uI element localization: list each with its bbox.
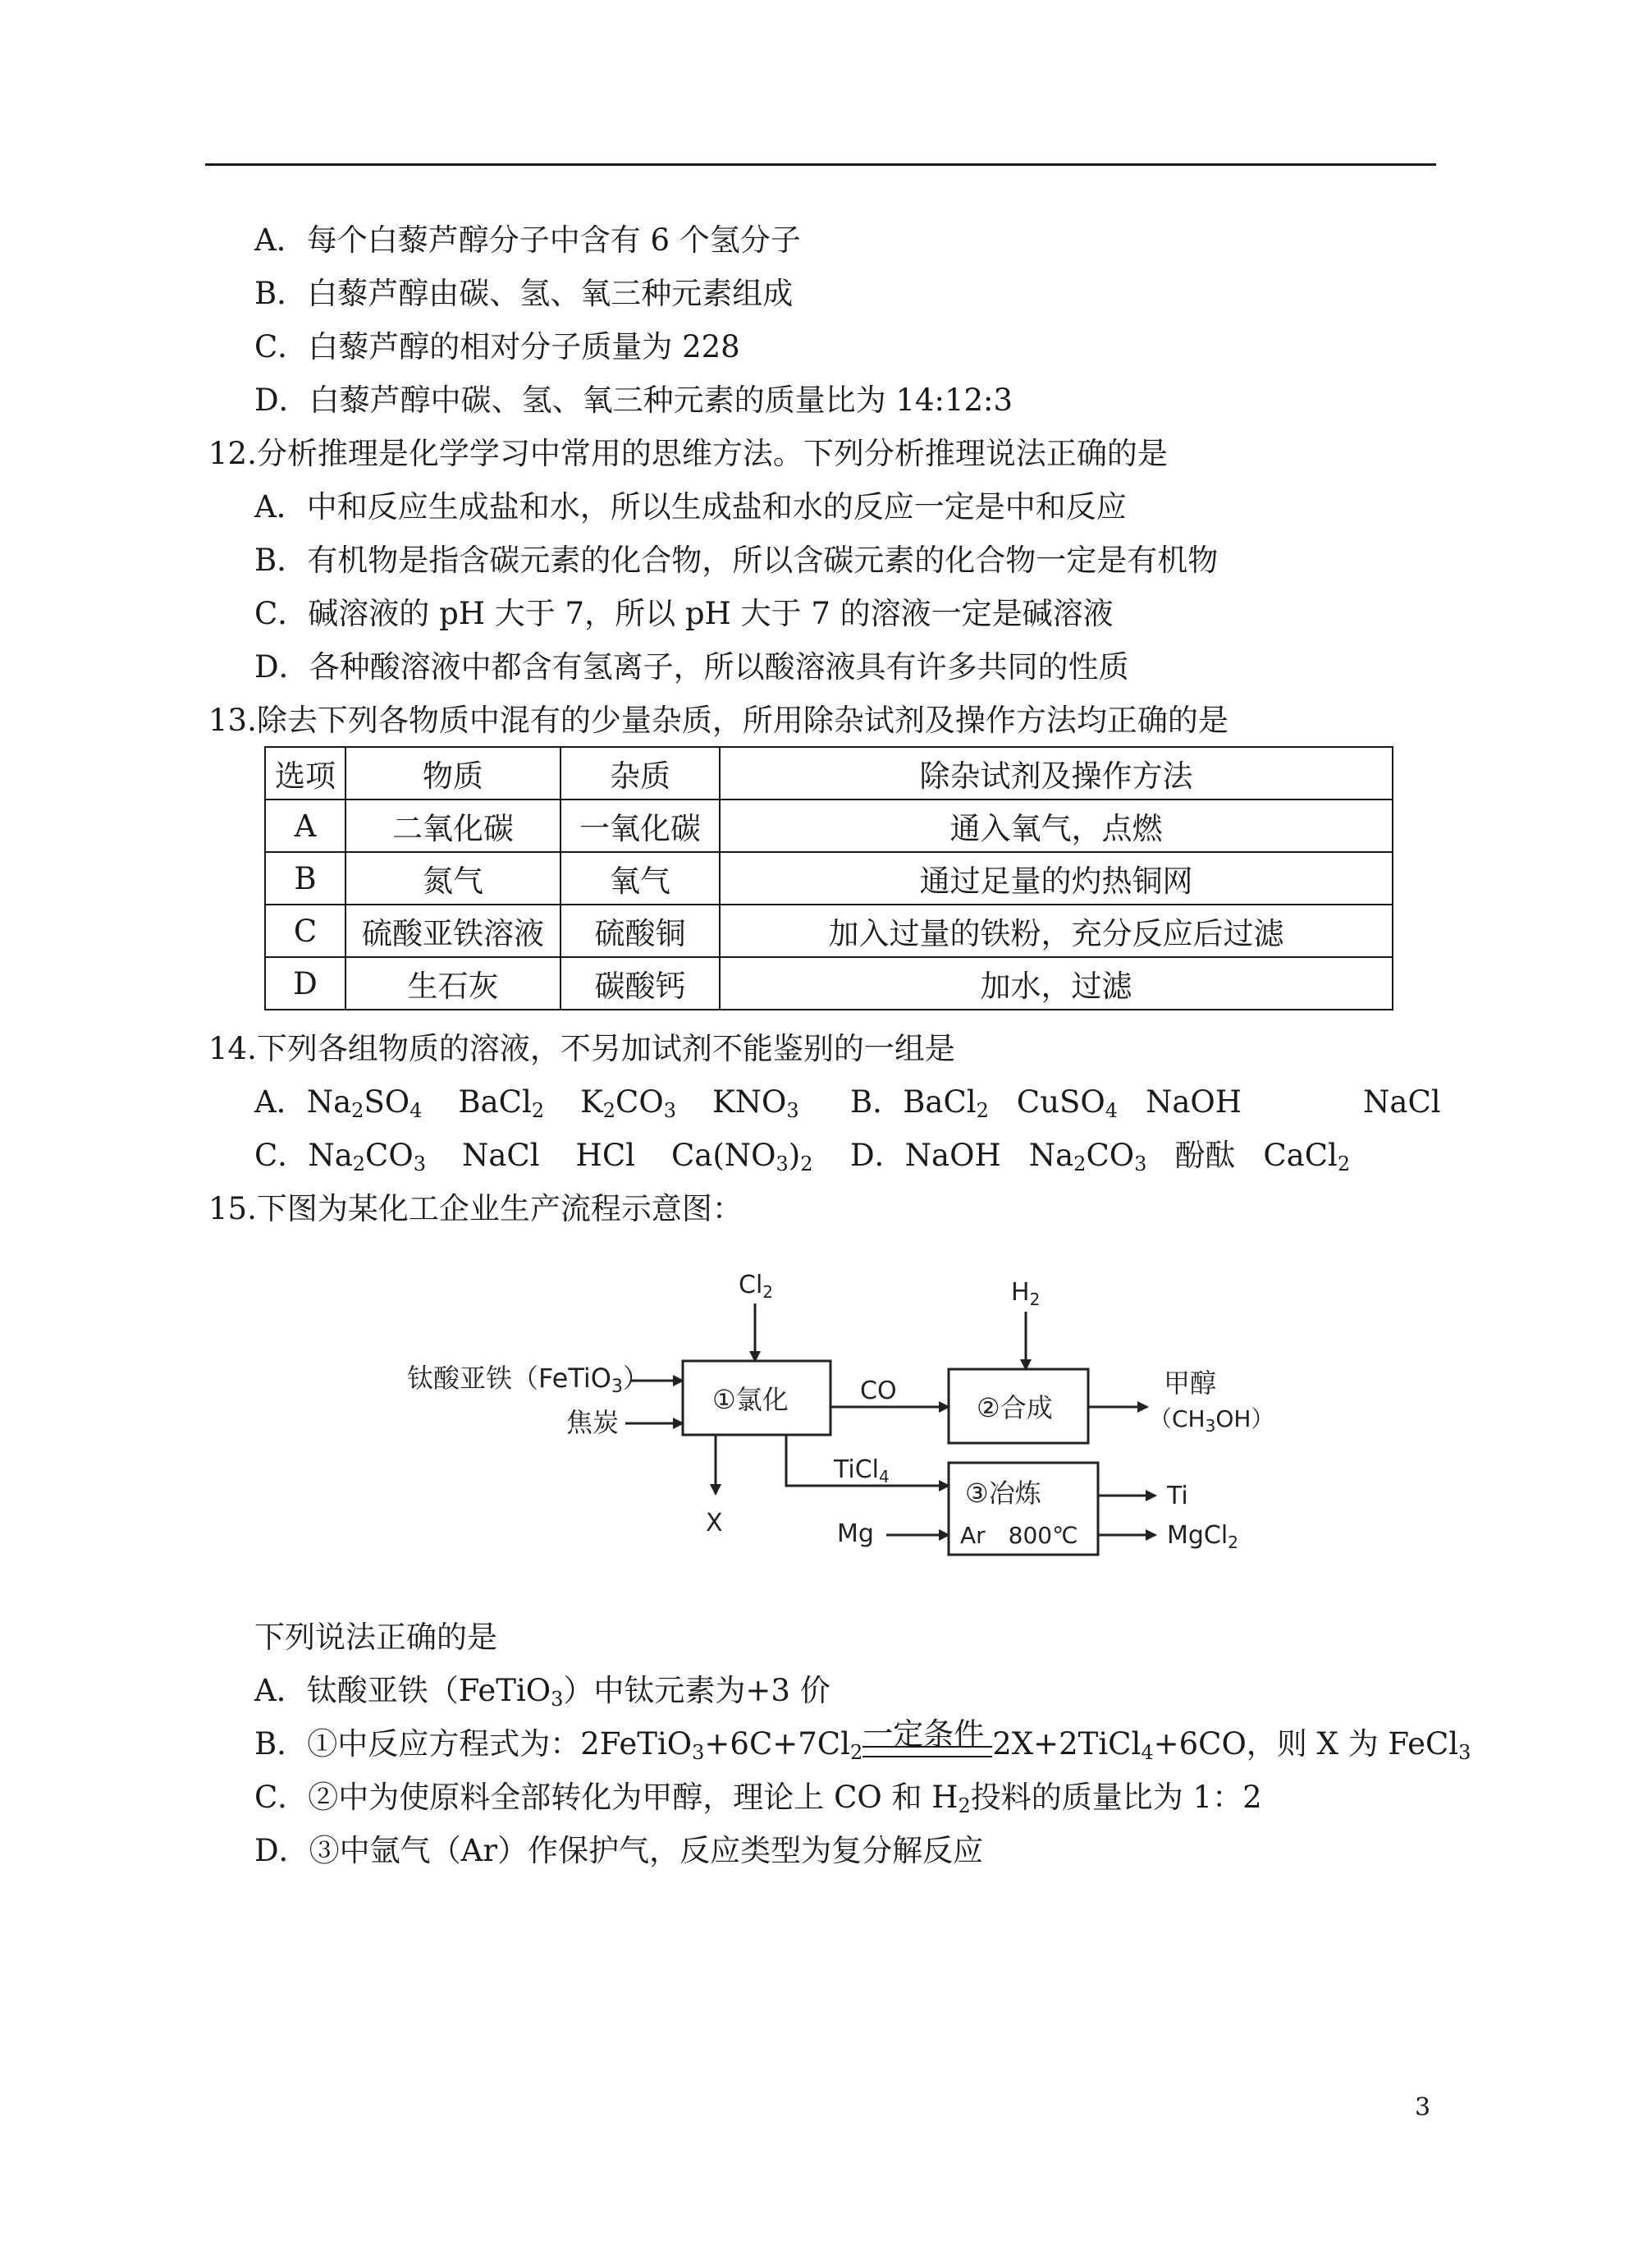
q14-b-item: NaCl bbox=[1363, 1084, 1441, 1120]
table-cell: C bbox=[265, 905, 345, 957]
coke-label: 焦炭 bbox=[566, 1407, 620, 1438]
methanol-label: 甲醇 bbox=[1164, 1368, 1217, 1399]
table-header-cell: 除杂试剂及操作方法 bbox=[720, 747, 1393, 800]
table-row bbox=[265, 957, 1393, 1010]
q14-option-d: D．NaOH $Na_2CO_3$ 酚酞 CaCl$_2$ bbox=[850, 1138, 1351, 1175]
ticl4-label: TiCl$_4$ bbox=[834, 1455, 890, 1487]
table-cell: 氧气 bbox=[560, 852, 720, 905]
q14-option-a: A．$Na_2SO_4$ BaCl$_2$ $K_2CO_3$ $KNO_3$ bbox=[254, 1084, 799, 1122]
q15-option-c-text: C．②中为使原料全部转化为甲醇，理论上 CO 和 H bbox=[254, 1780, 959, 1815]
table-cell: 通过足量的灼热铜网 bbox=[720, 852, 1393, 905]
table-header-cell: 物质 bbox=[345, 747, 560, 800]
q11-option-b: B．白藜芦醇由碳、氢、氧三种元素组成 bbox=[254, 276, 794, 311]
q15-option-a: A．钛酸亚铁（FeTiO$_3$）中钛元素为+3 价 bbox=[254, 1673, 830, 1711]
table-header-row bbox=[265, 747, 1393, 800]
q14-b-item: CuSO bbox=[1016, 1084, 1105, 1120]
q11-option-d: D．白藜芦醇中碳、氢、氧三种元素的质量比为 14:12:3 bbox=[254, 383, 1013, 418]
q15-stem: 15.下图为某化工企业生产流程示意图： bbox=[208, 1191, 743, 1226]
q14-option-b: B．BaCl$_2$ CuSO$_4$ NaOH NaCl bbox=[850, 1084, 1441, 1122]
q14-option-a-label: A． bbox=[254, 1084, 307, 1120]
table-cell: 通入氧气，点燃 bbox=[720, 800, 1393, 852]
process-flowchart bbox=[394, 1256, 1297, 1601]
q15-intro: 下列说法正确的是 bbox=[254, 1620, 497, 1655]
q13-stem: 13.除去下列各物质中混有的少量杂质，所用除杂试剂及操作方法均正确的是 bbox=[208, 703, 1228, 738]
table-cell: 加入过量的铁粉，充分反应后过滤 bbox=[720, 905, 1393, 957]
fetio3-label: 钛酸亚铁（FeTiO3） bbox=[407, 1363, 650, 1397]
table-cell: 一氧化碳 bbox=[560, 800, 720, 852]
table-cell: 氮气 bbox=[345, 852, 560, 905]
table-row bbox=[265, 800, 1393, 852]
x-label: X bbox=[706, 1509, 723, 1537]
q12-option-a: A．中和反应生成盐和水，所以生成盐和水的反应一定是中和反应 bbox=[254, 489, 1127, 525]
q15-option-b: B．①中反应方程式为：$2FeTiO_3+6C+7Cl_2$ 一定条件 2X+2TiCl$_4$+6CO，则 X 为 FeCl$_3$ bbox=[254, 1724, 1471, 1765]
table-cell: 加水，过滤 bbox=[720, 957, 1393, 1010]
q14-stem: 14.下列各组物质的溶液，不另加试剂不能鉴别的一组是 bbox=[208, 1031, 955, 1066]
box-synthesis-label: ②合成 bbox=[977, 1392, 1053, 1423]
box-smelting-label: ③冶炼 bbox=[965, 1478, 1041, 1509]
reaction-condition-label: 一定条件 bbox=[862, 1716, 985, 1752]
h2-label: $H_2$ bbox=[1011, 1278, 1041, 1309]
table-cell: 硫酸亚铁溶液 bbox=[345, 905, 560, 957]
table-row bbox=[265, 905, 1393, 957]
table-cell: B bbox=[265, 852, 345, 905]
q11-option-c: C．白藜芦醇的相对分子质量为 228 bbox=[254, 329, 740, 364]
table-header-cell: 杂质 bbox=[560, 747, 720, 800]
box-chlorination-label: ①氯化 bbox=[712, 1384, 789, 1415]
q14-d-naoh: NaOH bbox=[904, 1138, 1001, 1173]
mgcl2-label: MgCl$_2$ bbox=[1167, 1521, 1238, 1552]
methanol-formula: $(CH_3OH)$ bbox=[1149, 1405, 1274, 1436]
q12-stem: 12.分析推理是化学学习中常用的思维方法。下列分析推理说法正确的是 bbox=[208, 436, 1168, 471]
reaction-condition bbox=[862, 1716, 992, 1765]
box-smelting-condition: Ar 800℃ bbox=[960, 1522, 1078, 1549]
ti-label: Ti bbox=[1167, 1482, 1188, 1510]
q14-option-c-label: C． bbox=[254, 1138, 309, 1173]
q14-c-hcl: HCl bbox=[575, 1138, 635, 1173]
q13-table bbox=[264, 746, 1393, 1010]
q11-option-a: A．每个白藜芦醇分子中含有 6 个氢分子 bbox=[254, 222, 801, 258]
q15-option-b-text: B．①中反应方程式为：2FeTiO bbox=[254, 1726, 693, 1762]
q14-c-nacl: NaCl bbox=[461, 1138, 540, 1173]
header-rule bbox=[205, 163, 1436, 166]
q15-option-a-text: A．钛酸亚铁（FeTiO bbox=[254, 1673, 551, 1708]
q14-option-c: C．$Na_2CO_3$ NaCl HCl $Ca(NO_3)_2$ bbox=[254, 1138, 813, 1175]
table-cell: A bbox=[265, 800, 345, 852]
table-cell: D bbox=[265, 957, 345, 1010]
table-cell: 生石灰 bbox=[345, 957, 560, 1010]
table-header-cell: 选项 bbox=[265, 747, 345, 800]
q14-option-b-label: B． bbox=[850, 1084, 904, 1120]
q15-option-c-text-end: 投料的质量比为 1：2 bbox=[970, 1780, 1262, 1815]
q15-option-b-text-end: ，则 X 为 FeCl bbox=[1246, 1726, 1459, 1762]
q14-option-d-label: D． bbox=[850, 1138, 905, 1173]
table-cell: 碳酸钙 bbox=[560, 957, 720, 1010]
q15-option-a-text-end: ）中钛元素为+3 价 bbox=[563, 1673, 830, 1708]
table-cell: 二氧化碳 bbox=[345, 800, 560, 852]
q14-b-item: BaCl bbox=[903, 1084, 977, 1120]
mg-label: Mg bbox=[837, 1519, 874, 1548]
q14-b-item: NaOH bbox=[1146, 1084, 1242, 1120]
co-label: CO bbox=[860, 1377, 897, 1405]
table-row bbox=[265, 852, 1393, 905]
table-cell: 硫酸铜 bbox=[560, 905, 720, 957]
q15-option-d: D．③中氩气（Ar）作保护气，反应类型为复分解反应 bbox=[254, 1833, 984, 1868]
q12-option-c: C．碱溶液的 pH 大于 7，所以 pH 大于 7 的溶液一定是碱溶液 bbox=[254, 596, 1114, 631]
q14-d-phenolphthalein: 酚酞 bbox=[1174, 1138, 1236, 1173]
q15-option-c: C．②中为使原料全部转化为甲醇，理论上 CO 和 $H_2$投料的质量比为 1：2 bbox=[254, 1780, 1262, 1817]
page-number: 3 bbox=[1415, 2093, 1431, 2122]
cl2-label: $Cl_2$ bbox=[739, 1271, 774, 1302]
q12-option-d: D．各种酸溶液中都含有氢离子，所以酸溶液具有许多共同的性质 bbox=[254, 649, 1129, 685]
q12-option-b: B．有机物是指含碳元素的化合物，所以含碳元素的化合物一定是有机物 bbox=[254, 543, 1219, 578]
